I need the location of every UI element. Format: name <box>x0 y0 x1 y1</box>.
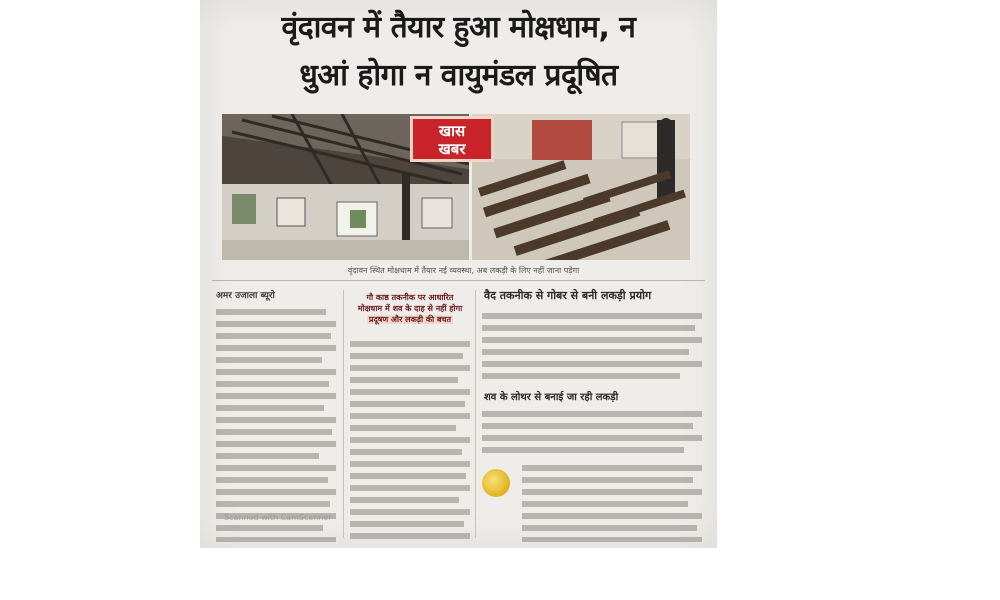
column-3-heading: वैद तकनीक से गोबर से बनी लकड़ी प्रयोग <box>484 289 652 302</box>
pull-quote <box>352 288 468 331</box>
byline: अमर उजाला ब्यूरो <box>216 291 275 301</box>
article-column-3 <box>478 282 706 542</box>
headline <box>208 4 709 110</box>
headline-line-2: धुआं होगा न वायुमंडल प्रदूषित <box>299 58 618 93</box>
info-box-text <box>522 465 702 542</box>
info-box <box>478 465 706 542</box>
special-news-badge <box>410 116 494 162</box>
article-column-2 <box>346 282 474 542</box>
photo-caption: वृंदावन स्थित मोक्षधाम में तैयार नई व्यवस्था, अब लकड़ी के लिए नहीं जाना पड़ेगा <box>347 266 580 275</box>
column-rule <box>475 290 476 538</box>
globe-icon <box>482 469 510 497</box>
newspaper-clipping <box>200 0 717 548</box>
scanner-watermark: Scanned with CamScanner <box>224 513 332 522</box>
body-text-column-3a <box>482 313 702 379</box>
body-text-column-3b <box>482 411 702 453</box>
divider <box>212 280 705 281</box>
pull-quote-highlight: प्रदूषण और लकड़ी की बचत <box>368 315 452 324</box>
badge-word-2: खबर <box>438 140 466 158</box>
column-rule <box>343 290 344 538</box>
badge-word-1: खास <box>438 122 466 140</box>
column-3-subheading: शव के लोथर से बनाई जा रही लकड़ी <box>484 392 619 403</box>
photo-wood-logs <box>472 114 690 260</box>
article-column-1 <box>212 282 340 542</box>
body-text-column-1 <box>216 309 336 542</box>
headline-line-1: वृंदावन में तैयार हुआ मोक्षधाम, न <box>281 10 636 45</box>
pull-quote-text: गौ काष्ठ तकनीक पर आधारित मोक्षधाम में शव के दाह से नहीं होगा <box>357 293 463 313</box>
body-text-column-2 <box>350 341 470 539</box>
